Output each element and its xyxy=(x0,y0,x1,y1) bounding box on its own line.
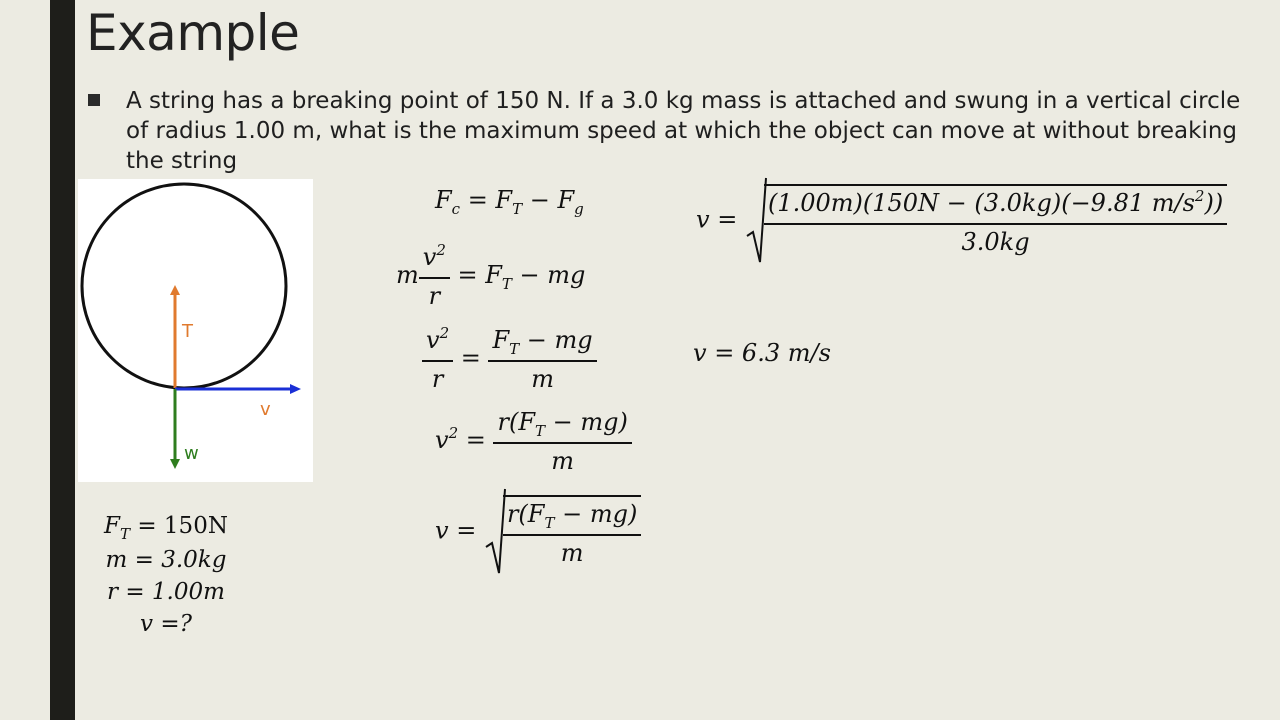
slide-title: Example xyxy=(86,4,300,62)
equation-1: $F_c = F_T - F_g$ xyxy=(435,186,584,218)
equation-3: $\frac{v^2}{r}$ = $\frac{F_T - mg}{m}$ xyxy=(422,323,597,396)
given-mass: m = 3.0kg xyxy=(105,547,227,573)
given-tension: $F_T = 150N$ xyxy=(104,513,228,543)
weight-arrowhead xyxy=(170,459,180,469)
velocity-arrowhead xyxy=(290,384,301,394)
tension-arrowhead xyxy=(170,285,180,295)
label-t: T xyxy=(182,321,193,342)
label-w: w xyxy=(184,443,199,464)
solution-answer: v = 6.3 m/s xyxy=(693,339,831,367)
problem-text: A string has a breaking point of 150 N. If a 3.0 kg mass is attached and swung in a vertical circle of radius 1.00 m, what is the maximum speed at which the object can move at without breaking the string xyxy=(126,88,1241,174)
equation-4: $v^2$ = $\frac{r(F_T - mg)}{m}$ xyxy=(435,405,632,478)
label-v: v xyxy=(260,399,271,420)
circular-path xyxy=(82,184,286,388)
given-values xyxy=(96,510,236,640)
square-bullet-icon xyxy=(88,94,100,106)
left-accent-bar xyxy=(50,0,75,720)
equation-2: m $\frac{v^2}{r}$ = $F_T$ − mg xyxy=(396,240,585,313)
free-body-diagram xyxy=(78,179,313,482)
given-radius: r = 1.00m xyxy=(107,579,225,605)
given-velocity: v =? xyxy=(140,611,192,637)
solution-substitution: v = $\frac{(1.00m)(150N - (3.0kg)(-9.81 m/s^2))}{3.0kg}$ xyxy=(696,176,1227,266)
equation-5: v = $\frac{r(F_T - mg)}{m}$ xyxy=(435,487,641,577)
